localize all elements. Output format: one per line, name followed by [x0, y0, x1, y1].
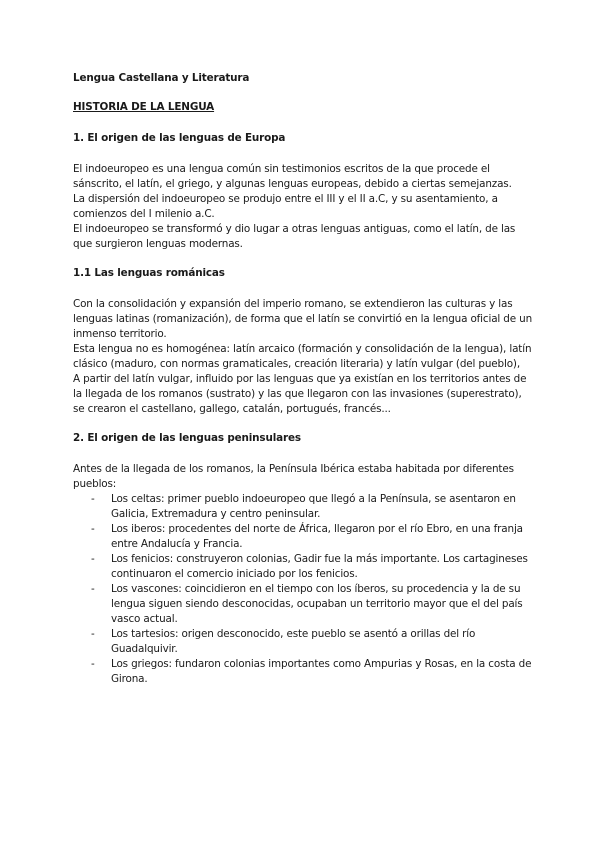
document-title: HISTORIA DE LA LENGUA [73, 101, 215, 113]
course-title: Lengua Castellana y Literatura [73, 72, 250, 84]
bullet-marker: - [91, 553, 95, 565]
paragraph: Con la consolidación y expansión del imperio romano, se extendieron las culturas y las lenguas latinas (romanización), de forma que el latín se convirtió en la lengua oficial de un inmenso territorio. [73, 298, 533, 340]
paragraph: El indoeuropeo es una lengua común sin testimonios escritos de la que procede el sánscrito, el latín, el griego, y algunas lenguas europeas, debido a ciertas semejanzas. [73, 163, 512, 190]
section-body-1-1 [73, 297, 533, 417]
list-item-text: Los celtas: primer pueblo indoeuropeo que llegó a la Península, se asentaron en Galicia, Extremadura y centro peninsular. [111, 493, 516, 520]
bullet-marker: - [91, 583, 95, 595]
paragraph: Esta lengua no es homogénea: latín arcaico (formación y consolidación de la lengua), latín clásico (maduro, con normas gramaticales, creación literaria) y latín vulgar (del pueblo), [73, 343, 532, 370]
list-item [73, 582, 533, 627]
list-item-text: Los tartesios: origen desconocido, este pueblo se asentó a orillas del río Guadalquivir. [111, 628, 476, 655]
paragraph: La dispersión del indoeuropeo se produjo entre el III y el II a.C, y su asentamiento, a comienzos del I milenio a.C. [73, 193, 498, 220]
bullet-marker: - [91, 658, 95, 670]
paragraph: Antes de la llegada de los romanos, la Península Ibérica estaba habitada por diferentes pueblos: [73, 463, 514, 490]
list-item-text: Los vascones: coincidieron en el tiempo con los íberos, su procedencia y la de su lengua siguen siendo desconocidas, ocupaban un territorio mayor que el del país vasco actual. [111, 583, 523, 625]
list-item-text: Los griegos: fundaron colonias importantes como Ampurias y Rosas, en la costa de Girona. [111, 658, 532, 685]
list-item-text: Los fenicios: construyeron colonias, Gadir fue la más importante. Los cartagineses continuaron el comercio iniciado por los fenicios. [111, 553, 528, 580]
list-item [73, 522, 533, 552]
bullet-marker: - [91, 493, 95, 505]
paragraph: El indoeuropeo se transformó y dio lugar a otras lenguas antiguas, como el latín, de las que surgieron lenguas modernas. [73, 223, 516, 250]
bullet-marker: - [91, 523, 95, 535]
section-body-2 [73, 462, 533, 687]
paragraph: A partir del latín vulgar, influido por las lenguas que ya existían en los territorios antes de la llegada de los romanos (sustrato) y las que llegaron con las invasiones (superestrato), se crearon el castellano, gallego, catalán, portugués, francés... [73, 373, 527, 415]
section-heading-2: 2. El origen de las lenguas peninsulares [73, 432, 301, 444]
list-item [73, 492, 533, 522]
bullet-marker: - [91, 628, 95, 640]
list-item-text: Los iberos: procedentes del norte de África, llegaron por el río Ebro, en una franja entre Andalucía y Francia. [111, 523, 523, 550]
list-item [73, 552, 533, 582]
list-item [73, 627, 533, 657]
section-heading-1-1: 1.1 Las lenguas románicas [73, 267, 225, 279]
document-page [73, 71, 533, 701]
peoples-list [73, 492, 533, 687]
section-body-1 [73, 162, 533, 252]
list-item [73, 657, 533, 687]
section-heading-1: 1. El origen de las lenguas de Europa [73, 132, 286, 144]
